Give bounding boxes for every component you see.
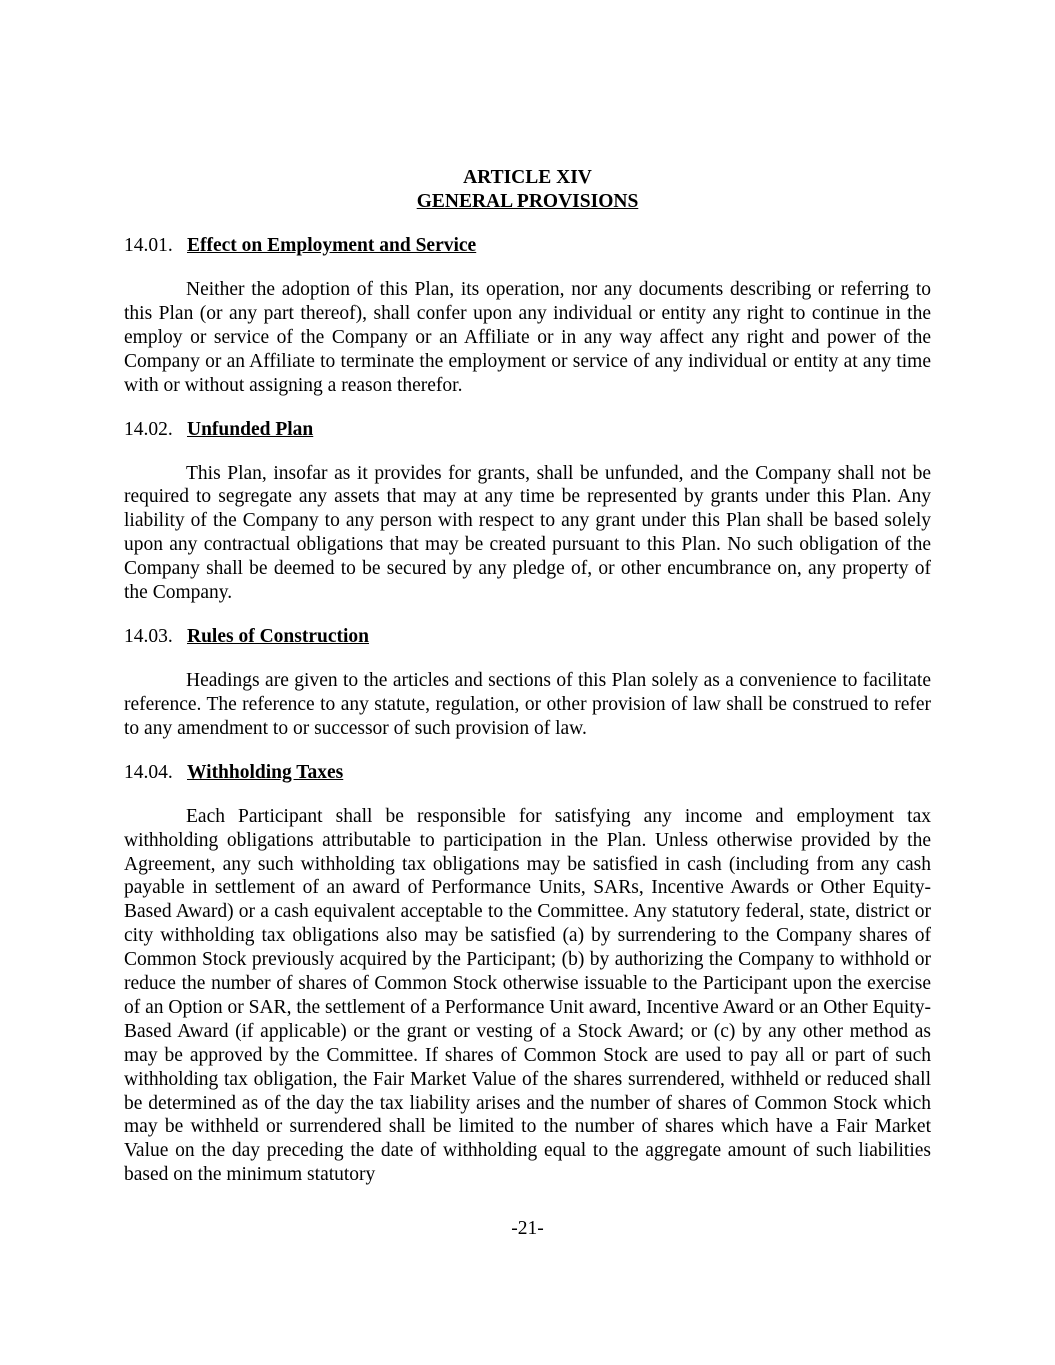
page-number: -21- [511, 1218, 544, 1239]
section-number: 14.01. [124, 235, 173, 256]
section-body-14-03: Headings are given to the articles and sections of this Plan solely as a convenience to facilitate reference. The reference to any statute, regulation, or other provision of law shall be construed to refer to any amendment to or successor of such provision of law. [124, 669, 931, 739]
section-heading-14-04 [124, 761, 931, 785]
article-heading [124, 166, 931, 214]
section-title: Effect on Employment and Service [187, 235, 477, 256]
section-number: 14.03. [124, 625, 173, 647]
section-body-14-01: Neither the adoption of this Plan, its operation, nor any documents describing or referring to this Plan (or any part thereof), shall confer upon any individual or entity any right to continue in the employ or service of the Company or an Affiliate or in any way affect any right and power of the Company or an Affiliate to terminate the employment or service of any individual or entity at any time with or without assigning a reason therefor. [124, 279, 931, 396]
article-title: GENERAL PROVISIONS [416, 191, 639, 212]
section-number: 14.02. [124, 418, 173, 440]
article-number: ARTICLE XIV [463, 167, 592, 188]
section-title: Withholding Taxes [187, 761, 344, 783]
section-heading-14-01 [124, 234, 931, 258]
section-body-14-04: Each Participant shall be responsible for satisfying any income and employment tax withholding obligations attributable to participation in the Plan. Unless otherwise provided by the Agreement, any such withholding tax obligations may be satisfied in cash (including from any cash payable in settlement of an award of Performance Units, SARs, Incentive Awards or Other Equity-Based Award) or a cash equivalent acceptable to the Committee. Any statutory federal, state, district or city withholding tax obligations also may be satisfied (a) by surrendering to the Company shares of Common Stock previously acquired by the Participant; (b) by authorizing the Company to withhold or reduce the number of shares of Common Stock otherwise issuable to the Participant upon the exercise of an Option or SAR, the settlement of a Performance Unit award, Incentive Award or an Other Equity-Based Award (if applicable) or the grant or vesting of a Stock Award; or (c) by any other method as may be approved by the Committee. If shares of Common Stock are used to pay all or part of such withholding tax obligation, the Fair Market Value of the shares surrendered, withheld or reduced shall be determined as of the day the tax liability arises and the number of shares of Common Stock which may be withheld or surrendered shall be limited to the number of shares which have a Fair Market Value on the day preceding the date of withholding equal to the aggregate amount of such liabilities based on the minimum statutory [124, 805, 931, 1186]
section-heading-14-03 [124, 625, 931, 649]
section-number: 14.04. [124, 761, 173, 783]
section-body-14-02: This Plan, insofar as it provides for grants, shall be unfunded, and the Company shall not be required to segregate any assets that may at any time be represented by grants under this Plan. Any liability of the Company to any person with respect to any grant under this Plan shall be based solely upon any contractual obligations that may be created pursuant to this Plan. No such obligation of the Company shall be deemed to be secured by any pledge of, or other encumbrance on, any property of the Company. [124, 462, 931, 604]
section-title: Rules of Construction [187, 625, 370, 647]
section-title: Unfunded Plan [187, 418, 314, 440]
document-page [124, 166, 931, 1187]
section-heading-14-02 [124, 418, 931, 442]
